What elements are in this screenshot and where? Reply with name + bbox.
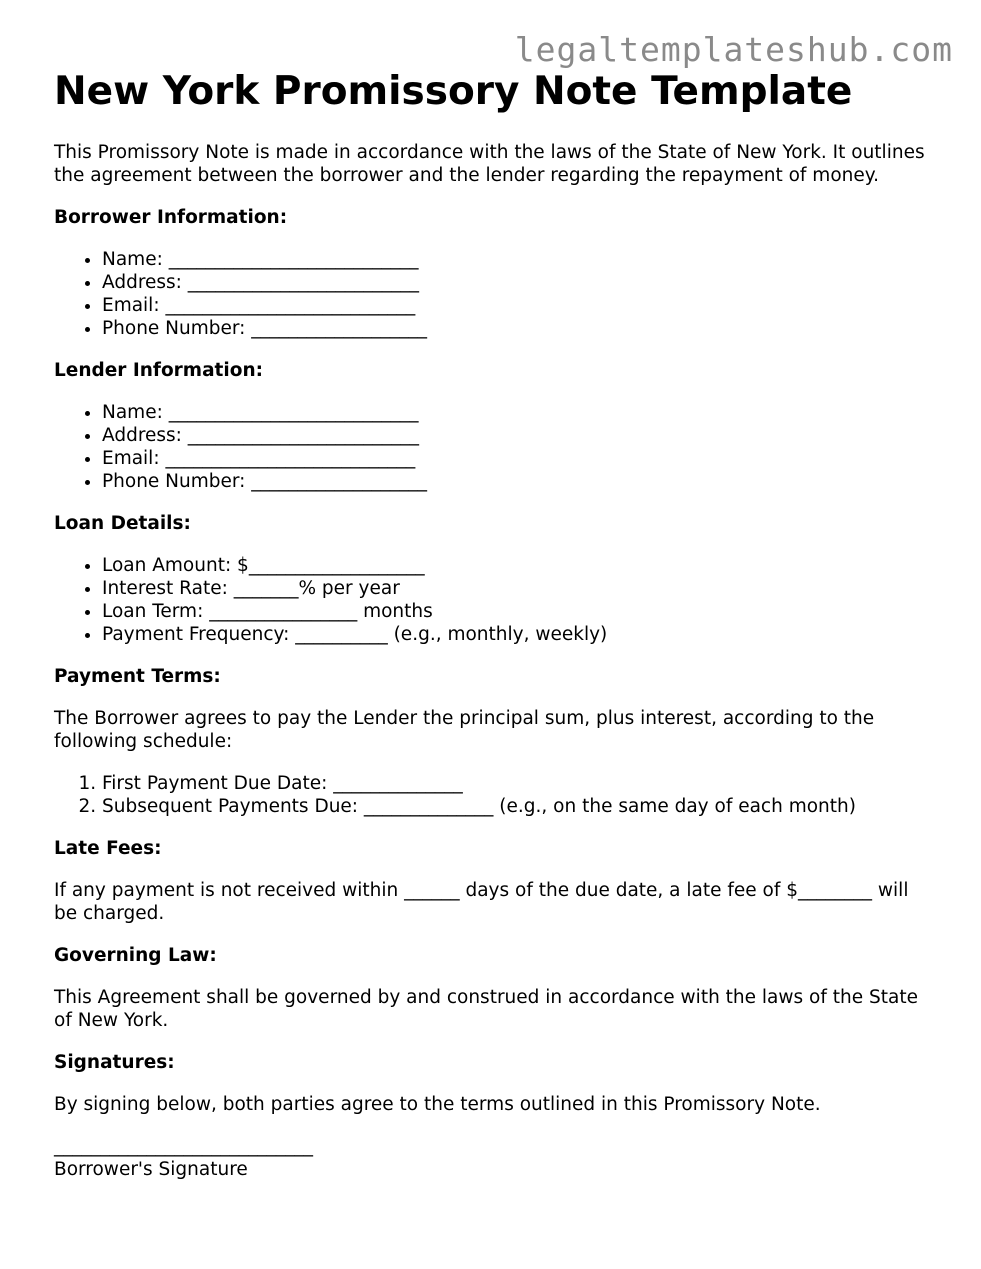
borrower-signature-block	[54, 1135, 934, 1181]
payment-paragraph: The Borrower agrees to pay the Lender the principal sum, plus interest, according to the following schedule:	[54, 708, 875, 752]
interest-rate-field: • Interest Rate: _______% per year	[102, 577, 934, 600]
page-title: New York Promissory Note Template	[54, 69, 853, 114]
intro-paragraph: This Promissory Note is made in accordance with the laws of the State of New York. It outlines the agreement between the borrower and the lender regarding the repayment of money.	[54, 142, 925, 186]
loan-list	[54, 554, 934, 646]
payment-schedule-list	[54, 772, 934, 818]
loan-heading: Loan Details:	[54, 513, 191, 534]
lender-name-field: • Name: ___________________________	[102, 401, 934, 424]
late-fees-paragraph: If any payment is not received within ______ days of the due date, a late fee of $________ will be charged.	[54, 880, 909, 924]
lender-heading: Lender Information:	[54, 360, 264, 381]
loan-term-field: • Loan Term: ________________ months	[102, 600, 934, 623]
borrower-phone-field: • Phone Number: ___________________	[102, 317, 934, 340]
governing-law-paragraph: This Agreement shall be governed by and construed in accordance with the laws of the State of New York.	[54, 987, 918, 1031]
first-payment-field: 1. First Payment Due Date: ______________	[102, 772, 934, 795]
payment-heading: Payment Terms:	[54, 666, 221, 687]
borrower-signature-line: ____________________________	[54, 1136, 313, 1157]
lender-phone-field: • Phone Number: ___________________	[102, 470, 934, 493]
borrower-list	[54, 248, 934, 340]
signatures-paragraph: By signing below, both parties agree to the terms outlined in this Promissory Note.	[54, 1094, 821, 1115]
document-body	[54, 141, 934, 1181]
borrower-name-field: • Name: ___________________________	[102, 248, 934, 271]
watermark: legaltemplateshub.com	[514, 30, 953, 69]
late-fees-heading: Late Fees:	[54, 838, 162, 859]
governing-law-heading: Governing Law:	[54, 945, 217, 966]
borrower-heading: Borrower Information:	[54, 207, 288, 228]
borrower-email-field: • Email: ___________________________	[102, 294, 934, 317]
loan-amount-field: • Loan Amount: $___________________	[102, 554, 934, 577]
borrower-address-field: • Address: _________________________	[102, 271, 934, 294]
subsequent-payments-field: 2. Subsequent Payments Due: ______________ (e.g., on the same day of each month)	[102, 795, 934, 818]
signatures-heading: Signatures:	[54, 1052, 175, 1073]
lender-list	[54, 401, 934, 493]
lender-address-field: • Address: _________________________	[102, 424, 934, 447]
payment-frequency-field: • Payment Frequency: __________ (e.g., monthly, weekly)	[102, 623, 934, 646]
lender-email-field: • Email: ___________________________	[102, 447, 934, 470]
borrower-signature-label: Borrower's Signature	[54, 1159, 248, 1180]
